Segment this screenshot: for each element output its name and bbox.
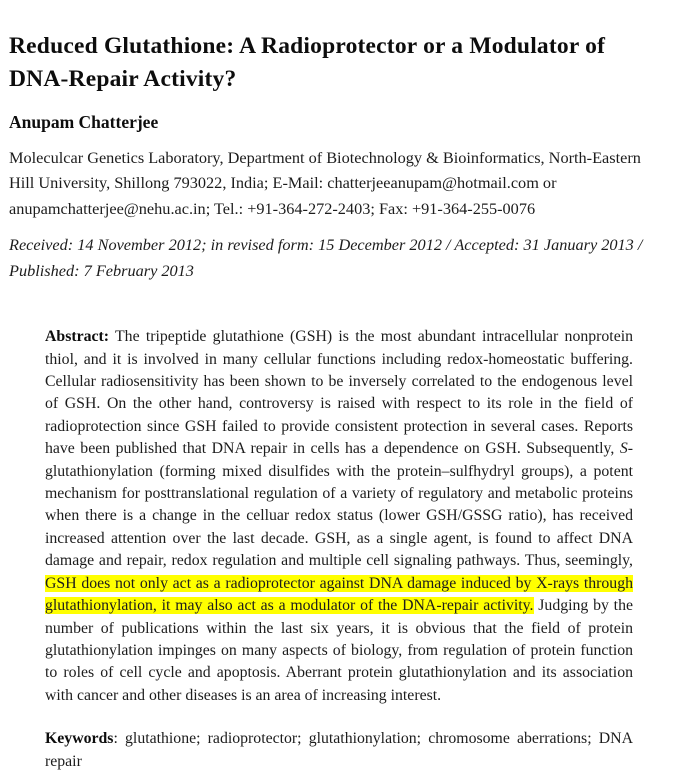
author-name: Anupam Chatterjee xyxy=(9,111,159,132)
abstract-text: -glutathionylation (forming mixed disulfides with the protein–sulfhydryl groups), a potent mechanism for posttranslational regulation of a variety of regulatory and metabolic proteins when there is a change in the celluar redox status (lower GSH/GSSG ratio), has received increased attention over the last decade. GSH, as a single agent, is found to affect DNA damage and repair, redox regulation and multiple cell signaling pathways. Thus, seemingly, xyxy=(45,440,633,570)
abstract-label: Abstract: xyxy=(45,328,110,346)
abstract-text-italic-s: S xyxy=(619,440,628,458)
affiliation-text: Moleculcar Genetics Laboratory, Department of Biotechnology & Bioinformatics, North-Eastern Hill University, Shillong 793022, India; E-Mail: chatterjeeanupam@hotmail.com or anupamchatterjee@nehu.ac.in; Tel.: +91-364-272-2403; Fax: +91-364-255-0076 xyxy=(9,147,641,218)
keywords-paragraph xyxy=(45,728,633,773)
received-accepted-dates: Received: 14 November 2012; in revised form: 15 December 2012 / Accepted: 31 January 2013 / Published: 7 February 2013 xyxy=(9,235,643,281)
abstract-paragraph xyxy=(45,326,633,707)
keywords-list: : glutathione; radioprotector; glutathionylation; chromosome aberrations; DNA repair xyxy=(45,730,633,770)
page-title: Reduced Glutathione: A Radioprotector or a Modulator of DNA-Repair Activity? xyxy=(9,32,606,92)
highlighted-sentence: GSH does not only act as a radioprotector against DNA damage induced by X-rays through glutathionylation, it may also act as a modulator of the DNA-repair activity. xyxy=(45,574,633,615)
keywords-label: Keywords xyxy=(45,730,114,748)
abstract-text: The tripeptide glutathione (GSH) is the most abundant intracellular nonprotein thiol, and it is involved in many cellular functions including redox-homeostatic buffering. Cellular radiosensitivity has been shown to be inversely correlated to the endogenous level of GSH. On the other hand, controversy is raised with respect to its role in the field of radioprotection since GSH failed to provide consistent protection in several cases. Reports have been published that DNA repair in cells has a dependence on GSH. Subsequently, xyxy=(45,328,633,458)
abstract-text: Judging by the number of publications within the last six years, it is obvious that the field of protein glutathionylation impinges on many aspects of biology, from regulation of protein function to roles of cell cycle and apoptosis. Aberrant protein glutathionylation and its association with cancer and other diseases is an area of increasing interest. xyxy=(45,597,633,704)
